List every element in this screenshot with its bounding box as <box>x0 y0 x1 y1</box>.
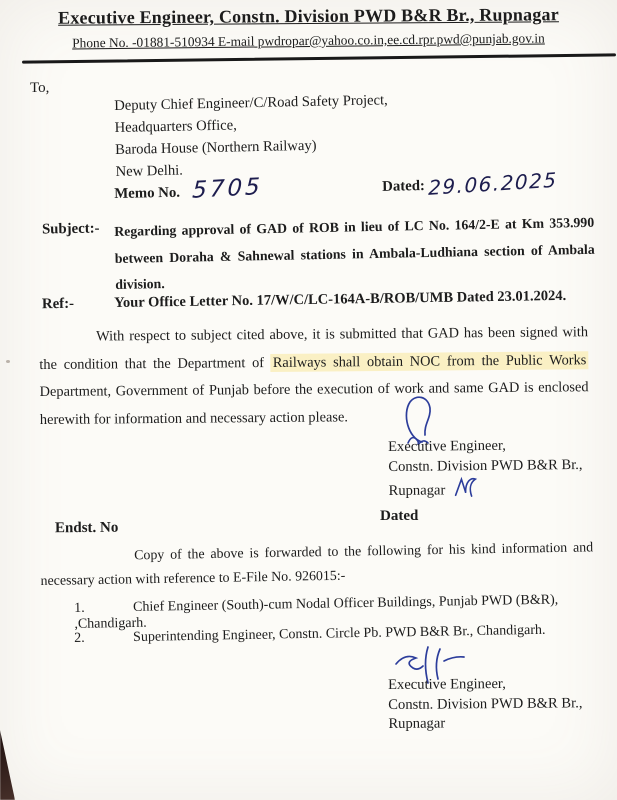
signatory-title-line: Executive Engineer, <box>388 437 506 455</box>
recipient-address-line: Headquarters Office, <box>114 117 237 136</box>
subject-label: Subject:- <box>41 220 100 238</box>
initials-scribble-icon <box>452 476 478 498</box>
copy-forward-paragraph: Copy of the above is forwarded to the following for his kind information and necessary action with reference to E-File No. 926015:- <box>40 540 594 589</box>
signatory-title-line <box>388 475 582 502</box>
body-paragraph <box>39 319 589 434</box>
reference-label: Ref:- <box>41 295 75 313</box>
body-text-after: Department, Government of Punjab before the execution of work and same GAD is enclosed herewith for information and necessary action please. <box>39 379 589 428</box>
signatory-title-line: Constn. Division PWD B&R Br., <box>388 694 583 713</box>
body-text-before: With respect to subject cited above, it is submitted that GAD has been signed with the condition that the Department of <box>39 324 589 373</box>
recipient-address-line: Baroda House (Northern Railway) <box>114 137 317 158</box>
signature-block-2 <box>388 674 583 734</box>
memo-number-handwritten: 5705 <box>191 173 264 204</box>
endst-no-label: Endst. No <box>54 519 119 537</box>
letterhead-contact-line: Phone No. -01881-510934 E-mail pwdropar@yahoo.co.in,ee.cd.rpr.pwd@punjab.gov.in <box>72 30 545 51</box>
scan-speck <box>6 360 10 363</box>
signature-block-1 <box>388 436 583 502</box>
endorsement-dated-label: Dated <box>380 508 419 524</box>
signatory-title-line: Executive Engineer, <box>388 675 506 693</box>
recipient-salutation: To, <box>30 80 50 96</box>
scan-corner-shadow <box>0 730 15 800</box>
list-item-text: Superintending Engineer, Constn. Circle Pb. PWD B&R Br., Chandigarh. <box>132 622 546 645</box>
recipient-address-line: New Delhi. <box>115 162 184 180</box>
dated-label: Dated: <box>382 178 426 195</box>
reference-text: Your Office Letter No. 17/W/C/LC-164A-B/ROB/UMB Dated 23.01.2024. <box>114 287 567 311</box>
letterhead-divider-rule <box>22 53 616 63</box>
list-item-text: Chief Engineer (South)-cum Nodal Officer Buildings, Punjab PWD (B&R), ,Chandigarh. <box>74 592 559 632</box>
signatory-title-line: Rupnagar <box>388 715 446 732</box>
recipient-address-line: Deputy Chief Engineer/C/Road Safety Project, <box>114 92 388 114</box>
date-handwritten: 29.06.2025 <box>427 167 558 200</box>
subject-text: Regarding approval of GAD of ROB in lieu of LC No. 164/2-E at Km 353.990 between Doraha & Sahnewal stations in Ambala-Ludhiana section of Ambala division. <box>114 214 595 292</box>
memo-no-label: Memo No. <box>114 184 181 202</box>
letterhead-title: Executive Engineer, Constn. Division PWD B&R Br., Rupnagar <box>58 4 559 28</box>
list-item-number: 1. <box>74 600 85 616</box>
list-item-number: 2. <box>74 630 85 646</box>
recipient-address-block <box>114 89 389 183</box>
signatory-place: Rupnagar <box>388 482 446 499</box>
signatory-title-line: Constn. Division PWD B&R Br., <box>388 456 583 475</box>
highlighted-clause: Railways shall obtain NOC from the Public Works <box>271 351 589 372</box>
